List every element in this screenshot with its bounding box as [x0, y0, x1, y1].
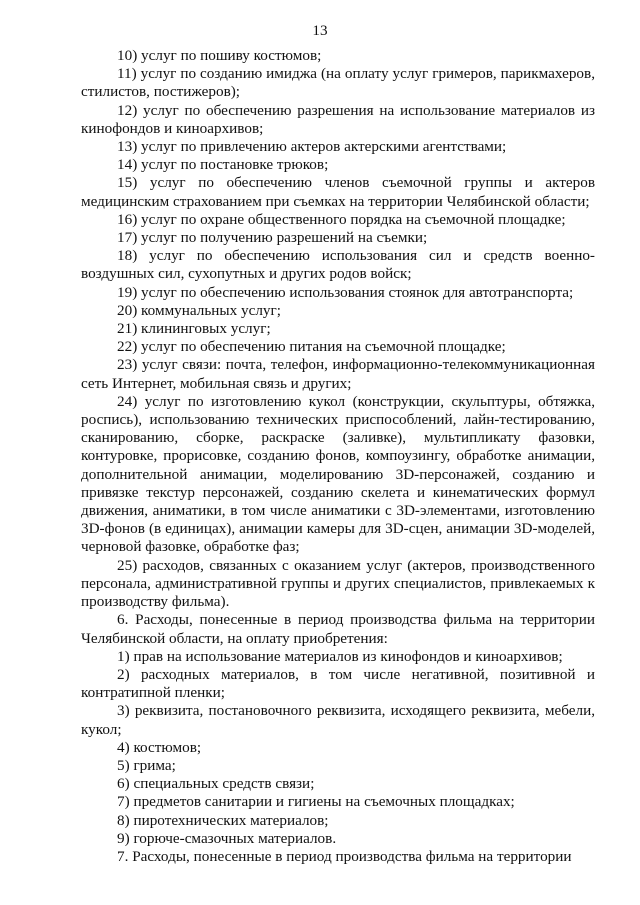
paragraph-item-25: 25) расходов, связанных с оказанием услуг (актеров, производственного персонала, административной группы и других специалистов, привлекаемых к производству фильма).: [81, 556, 595, 611]
document-body: [81, 47, 595, 866]
paragraph-item-11: 11) услуг по созданию имиджа (на оплату услуг гримеров, парикмахеров, стилистов, постижеров);: [81, 65, 595, 101]
section-6-item-2: 2) расходных материалов, в том числе негативной, позитивной и контратипной пленки;: [81, 665, 595, 702]
paragraph-item-22: 22) услуг по обеспечению питания на съемочной площадке;: [117, 338, 506, 356]
paragraph-item-23: 23) услуг связи: почта, телефон, информационно-телекоммуникационная сеть Интернет, мобильная связь и других;: [81, 356, 595, 392]
paragraph-item-10: 10) услуг по пошиву костюмов;: [117, 47, 322, 64]
paragraph-item-12: 12) услуг по обеспечению разрешения на использование материалов из кинофондов и киноархивов;: [81, 101, 595, 137]
paragraph-item-21: 21) клининговых услуг;: [117, 320, 271, 338]
section-7-heading: 7. Расходы, понесенные в период производства фильма на территории: [117, 847, 572, 865]
paragraph-item-18: 18) услуг по обеспечению использования сил и средств военно-воздушных сил, сухопутных и других родов войск;: [81, 247, 595, 283]
section-6-item-4: 4) костюмов;: [117, 738, 202, 756]
paragraph-item-15: 15) услуг по обеспечению членов съемочной группы и актеров медицинским страхованием при съемках на территории Челябинской области;: [81, 174, 595, 210]
section-6-item-7: 7) предметов санитарии и гигиены на съемочных площадках;: [117, 793, 515, 811]
paragraph-item-24: 24) услуг по изготовлению кукол (конструкции, скульптуры, обтяжка, роспись), использованию технических приспособлений, лайн-тестированию, сканированию, сборке, раскраске (заливке), мультипликату фазовки, контуровке, прорисовке, созданию фонов, компоузингу, обработке анимации, дополнительной анимации, моделированию 3D-персонажей, созданию и привязке текстур персонажей, созданию скелета и кинематических формул движения, аниматики, в том числе аниматики с 3D-элементами, изготовлению 3D-фонов (в единицах), анимации камеры для 3D-сцен, анимации 3D-моделей, черновой фазовке, обработке фаз;: [81, 392, 595, 556]
section-6-item-6: 6) специальных средств связи;: [117, 775, 315, 793]
section-6-item-5: 5) грима;: [117, 756, 176, 774]
section-6-item-9: 9) горюче-смазочных материалов.: [117, 829, 337, 847]
paragraph-item-19: 19) услуг по обеспечению использования стоянок для автотранспорта;: [117, 283, 574, 301]
paragraph-item-20: 20) коммунальных услуг;: [117, 301, 281, 319]
paragraph-item-16: 16) услуг по охране общественного порядка на съемочной площадке;: [117, 210, 566, 228]
paragraph-item-17: 17) услуг по получению разрешений на съемки;: [117, 229, 428, 247]
section-6-heading: 6. Расходы, понесенные в период производства фильма на территории Челябинской области, на оплату приобретения:: [81, 611, 595, 647]
paragraph-item-13: 13) услуг по привлечению актеров актерскими агентствами;: [117, 138, 507, 156]
paragraph-item-14: 14) услуг по постановке трюков;: [117, 156, 329, 174]
section-6-item-1: 1) прав на использование материалов из кинофондов и киноархивов;: [117, 647, 563, 665]
page-number: 13: [312, 22, 328, 39]
section-6-item-3: 3) реквизита, постановочного реквизита, исходящего реквизита, мебели, кукол;: [81, 702, 595, 738]
section-6-item-8: 8) пиротехнических материалов;: [117, 811, 329, 829]
